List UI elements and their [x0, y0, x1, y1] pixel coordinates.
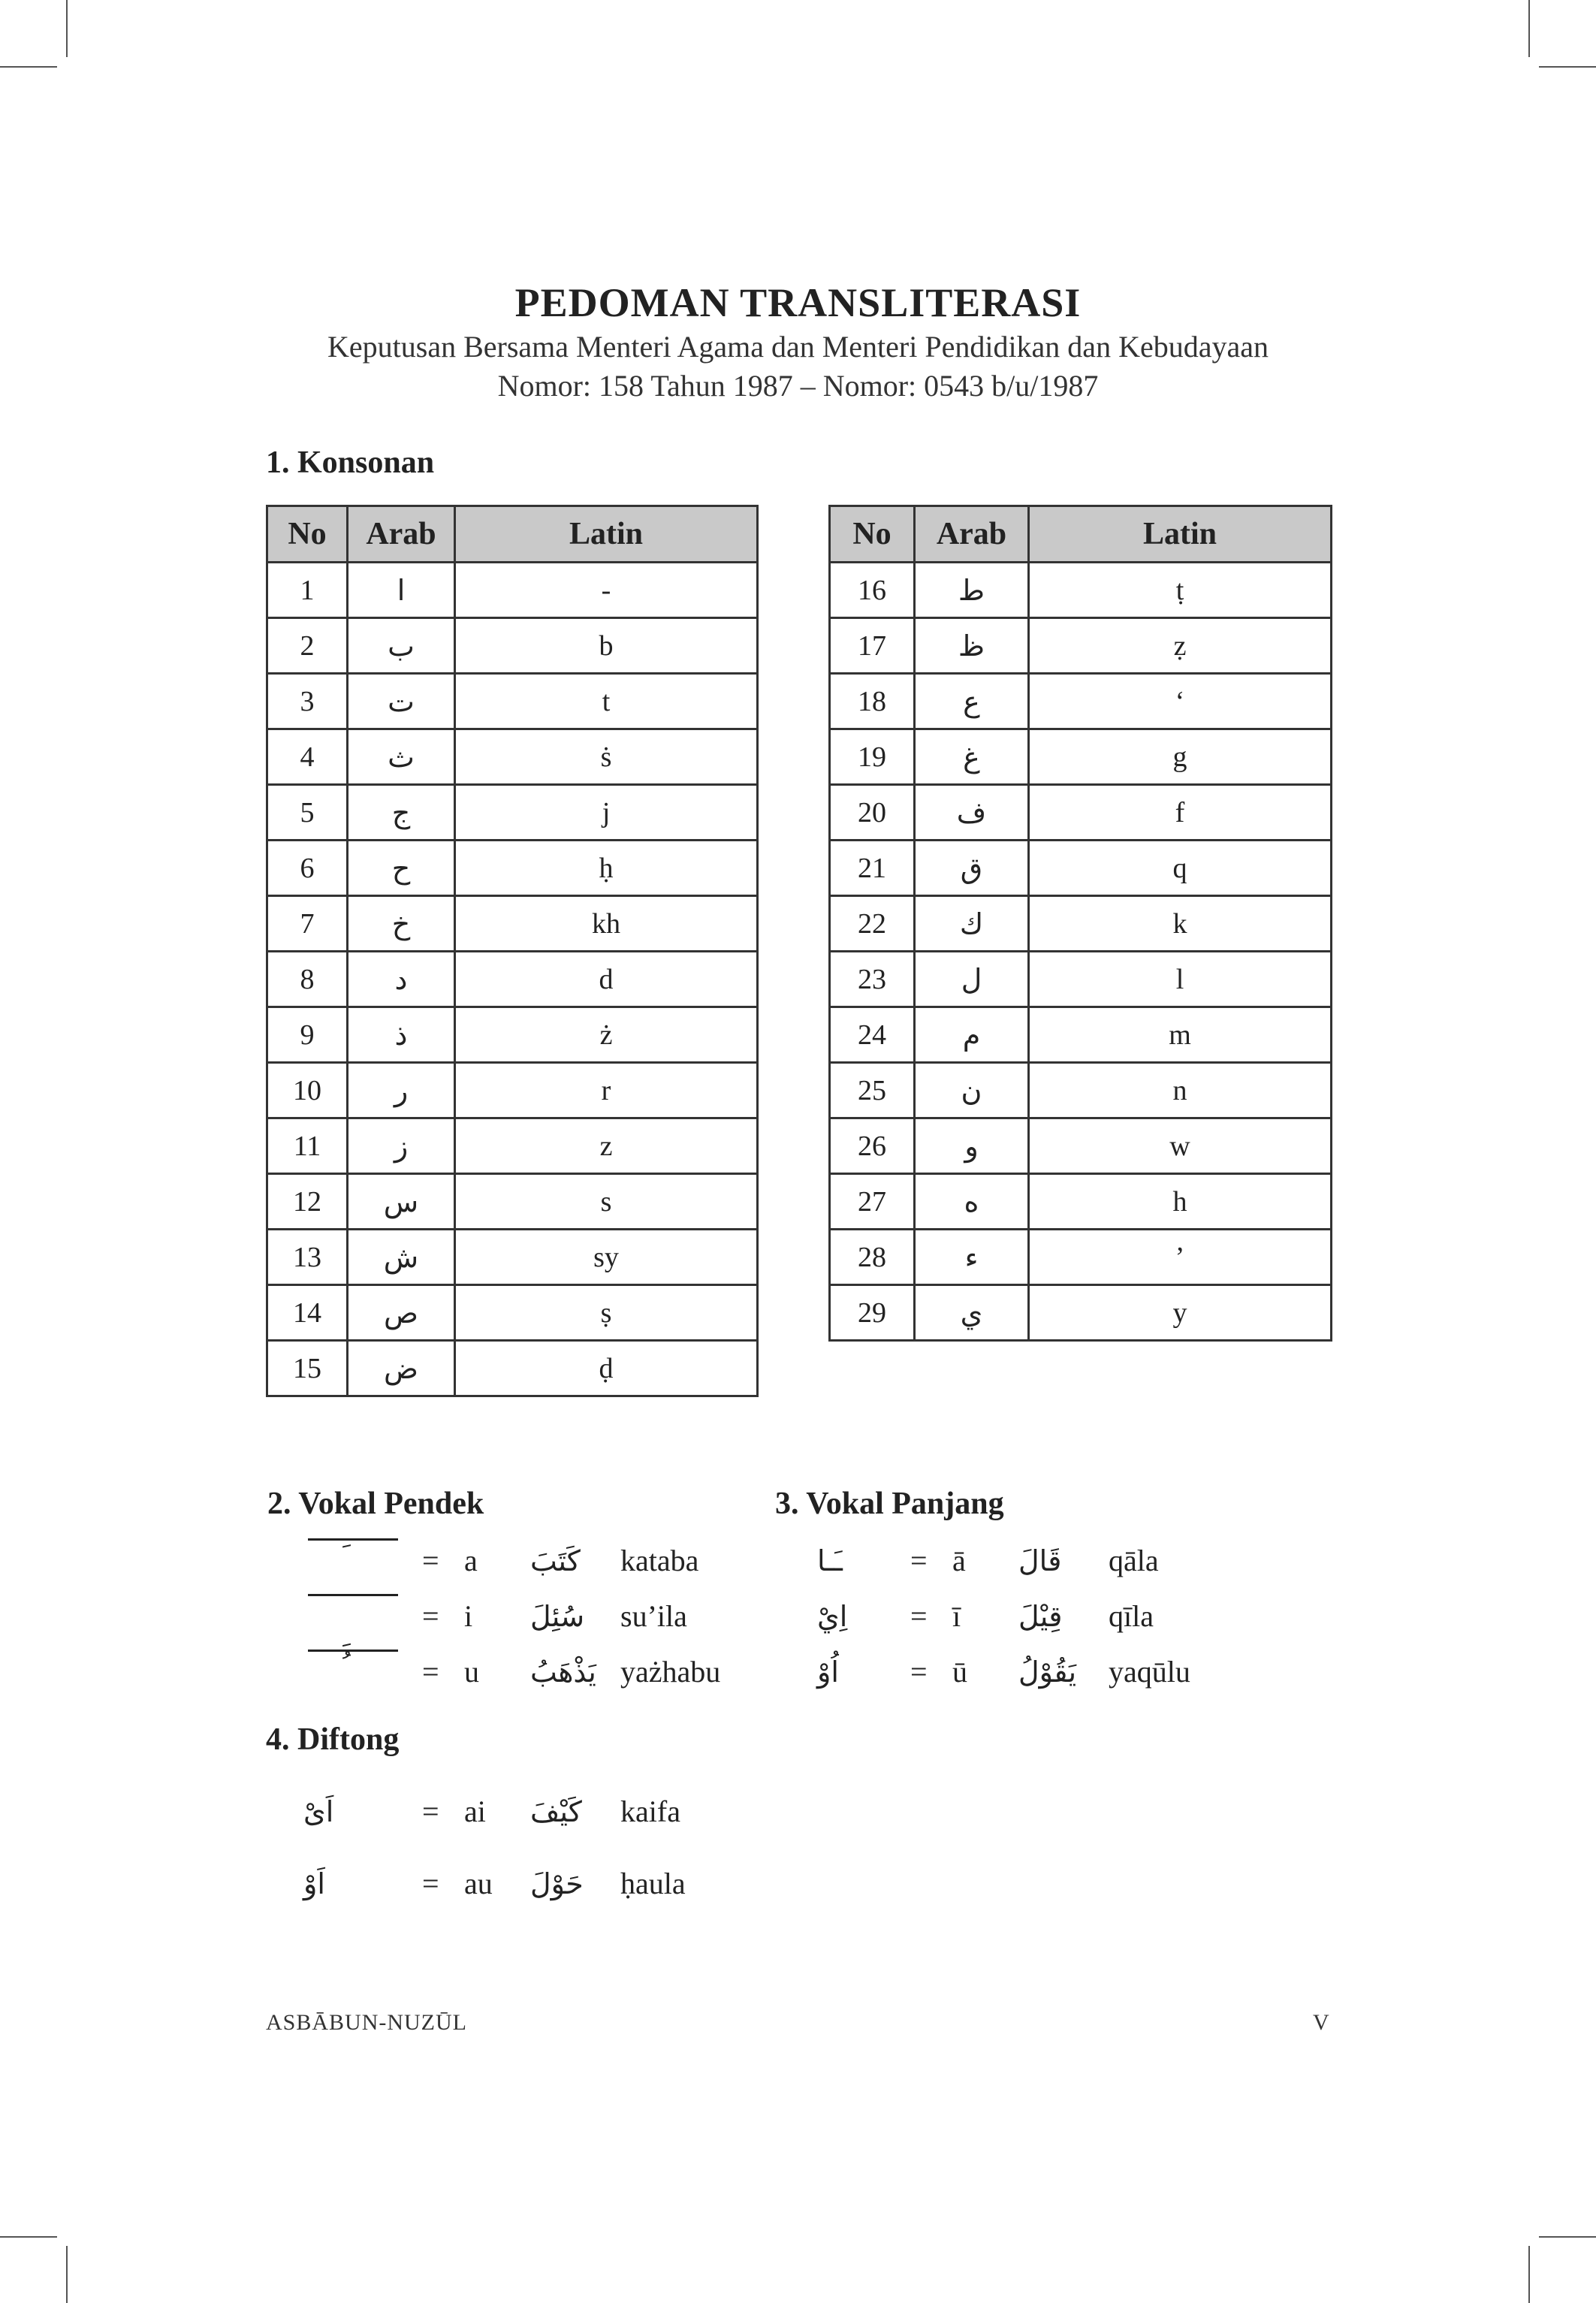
cell-arab: ك — [915, 896, 1029, 952]
arab-mark: اَىْ — [303, 1795, 334, 1828]
diphthong-latin: au — [464, 1867, 493, 1900]
equals-sign: = — [422, 1599, 439, 1633]
crop-mark — [1539, 66, 1596, 68]
cell-latin: d — [455, 952, 758, 1007]
cell-latin: t — [455, 674, 758, 729]
cell-latin: ẓ — [1029, 618, 1332, 674]
table-row — [267, 1341, 758, 1396]
example-arab: قَالَ — [1018, 1544, 1062, 1577]
konsonan-table-right — [828, 505, 1332, 1342]
cell-no: 11 — [267, 1118, 348, 1174]
example-latin: kaifa — [620, 1794, 680, 1828]
arab-mark: اِيْ — [817, 1600, 848, 1633]
table-row — [267, 1118, 758, 1174]
cell-arab: ل — [915, 952, 1029, 1007]
table-row — [830, 674, 1332, 729]
equals-sign: = — [910, 1599, 928, 1633]
cell-no: 8 — [267, 952, 348, 1007]
table-row — [830, 1230, 1332, 1285]
vowel-latin: ī — [952, 1599, 961, 1633]
table-row — [830, 563, 1332, 618]
table-row — [267, 1007, 758, 1063]
cell-arab: ع — [915, 674, 1029, 729]
cell-no: 13 — [267, 1230, 348, 1285]
cell-no: 18 — [830, 674, 915, 729]
cell-arab: ح — [348, 841, 455, 896]
table-row — [830, 896, 1332, 952]
column-header-arab: Arab — [915, 506, 1029, 563]
konsonan-heading: 1. Konsonan — [266, 445, 435, 480]
cell-arab: ز — [348, 1118, 455, 1174]
cell-no: 14 — [267, 1285, 348, 1341]
cell-latin: f — [1029, 785, 1332, 841]
crop-mark — [1539, 2236, 1596, 2238]
column-header-latin: Latin — [455, 506, 758, 563]
table-row — [830, 785, 1332, 841]
equals-sign: = — [422, 1544, 439, 1577]
table-row — [830, 1285, 1332, 1341]
table-row — [267, 952, 758, 1007]
vowel-latin: a — [464, 1544, 478, 1577]
cell-arab: ث — [348, 729, 455, 785]
example-latin: ḥaula — [620, 1867, 686, 1900]
cell-latin: ṣ — [455, 1285, 758, 1341]
crop-mark — [66, 2246, 68, 2303]
example-arab: كَيْفَ — [530, 1795, 582, 1828]
cell-arab: ق — [915, 841, 1029, 896]
cell-arab: ء — [915, 1230, 1029, 1285]
table-row — [830, 1063, 1332, 1118]
vokal-panjang-row — [0, 1594, 1352, 1639]
equals-sign: = — [910, 1655, 928, 1689]
cell-arab: ه — [915, 1174, 1029, 1230]
vowel-latin: ā — [952, 1544, 966, 1577]
cell-no: 25 — [830, 1063, 915, 1118]
cell-no: 24 — [830, 1007, 915, 1063]
cell-latin: ḍ — [455, 1341, 758, 1396]
table-row — [267, 729, 758, 785]
cell-arab: ا — [348, 563, 455, 618]
column-header-latin: Latin — [1029, 506, 1332, 563]
equals-sign: = — [422, 1867, 439, 1900]
cell-latin: n — [1029, 1063, 1332, 1118]
cell-no: 5 — [267, 785, 348, 841]
page-title: PEDOMAN TRANSLITERASI — [514, 280, 1082, 325]
cell-latin: y — [1029, 1285, 1332, 1341]
cell-arab: ش — [348, 1230, 455, 1285]
arab-mark: اُوْ — [817, 1656, 839, 1689]
crop-mark — [66, 0, 68, 57]
column-header-no: No — [267, 506, 348, 563]
vowel-latin: ū — [952, 1655, 967, 1689]
cell-arab: ط — [915, 563, 1029, 618]
table-row — [830, 841, 1332, 896]
cell-latin: h — [1029, 1174, 1332, 1230]
table-header-row — [267, 506, 758, 563]
cell-arab: س — [348, 1174, 455, 1230]
example-arab: قِيْلَ — [1018, 1600, 1063, 1633]
cell-arab: ظ — [915, 618, 1029, 674]
example-latin: qāla — [1109, 1544, 1159, 1577]
cell-no: 29 — [830, 1285, 915, 1341]
table-row — [267, 563, 758, 618]
cell-arab: ذ — [348, 1007, 455, 1063]
cell-latin: m — [1029, 1007, 1332, 1063]
cell-no: 20 — [830, 785, 915, 841]
cell-arab: ص — [348, 1285, 455, 1341]
cell-latin: kh — [455, 896, 758, 952]
cell-latin: z — [455, 1118, 758, 1174]
crop-mark — [0, 2236, 57, 2238]
cell-no: 19 — [830, 729, 915, 785]
column-header-arab: Arab — [348, 506, 455, 563]
cell-arab: ن — [915, 1063, 1029, 1118]
example-arab: يَقُوْلُ — [1018, 1656, 1077, 1689]
equals-sign: = — [910, 1544, 928, 1577]
cell-latin: r — [455, 1063, 758, 1118]
vowel-latin: u — [464, 1655, 479, 1689]
table-row — [267, 1230, 758, 1285]
cell-no: 16 — [830, 563, 915, 618]
cell-latin: k — [1029, 896, 1332, 952]
table-row — [830, 1174, 1332, 1230]
cell-latin: s — [455, 1174, 758, 1230]
cell-arab: ض — [348, 1341, 455, 1396]
cell-latin: ṭ — [1029, 563, 1332, 618]
cell-no: 12 — [267, 1174, 348, 1230]
table-row — [267, 785, 758, 841]
cell-latin: q — [1029, 841, 1332, 896]
diftong-row — [0, 1861, 751, 1906]
example-arab: حَوْلَ — [530, 1867, 584, 1900]
cell-no: 10 — [267, 1063, 348, 1118]
table-row — [267, 1063, 758, 1118]
cell-arab: ج — [348, 785, 455, 841]
cell-no: 22 — [830, 896, 915, 952]
diftong-heading: 4. Diftong — [266, 1722, 400, 1757]
cell-no: 28 — [830, 1230, 915, 1285]
table-row — [830, 952, 1332, 1007]
arab-mark: ـَـا — [817, 1544, 843, 1577]
cell-latin: w — [1029, 1118, 1332, 1174]
cell-no: 1 — [267, 563, 348, 618]
table-header-row — [830, 506, 1332, 563]
konsonan-table-left — [266, 505, 759, 1397]
cell-no: 17 — [830, 618, 915, 674]
cell-arab: ر — [348, 1063, 455, 1118]
example-latin: qīla — [1109, 1599, 1154, 1633]
cell-latin: - — [455, 563, 758, 618]
cell-latin: ṡ — [455, 729, 758, 785]
cell-no: 26 — [830, 1118, 915, 1174]
diphthong-latin: ai — [464, 1794, 486, 1828]
subtitle-line-1: Keputusan Bersama Menteri Agama dan Menteri Pendidikan dan Kebudayaan — [327, 330, 1269, 364]
cell-arab: غ — [915, 729, 1029, 785]
cell-latin: g — [1029, 729, 1332, 785]
table-row — [267, 1285, 758, 1341]
cell-latin: b — [455, 618, 758, 674]
cell-no: 21 — [830, 841, 915, 896]
page-number: V — [1313, 2010, 1330, 2035]
example-latin: su’ila — [620, 1599, 687, 1633]
table-row — [830, 1118, 1332, 1174]
cell-arab: ت — [348, 674, 455, 729]
cell-latin: ḥ — [455, 841, 758, 896]
example-latin: yażhabu — [620, 1655, 721, 1689]
cell-latin: sy — [455, 1230, 758, 1285]
cell-no: 23 — [830, 952, 915, 1007]
equals-sign: = — [422, 1655, 439, 1689]
subtitle-line-2: Nomor: 158 Tahun 1987 – Nomor: 0543 b/u/1987 — [497, 369, 1099, 403]
cell-latin: j — [455, 785, 758, 841]
cell-no: 27 — [830, 1174, 915, 1230]
cell-latin: ’ — [1029, 1230, 1332, 1285]
table-row — [830, 618, 1332, 674]
vokal-panjang-row — [0, 1650, 1352, 1695]
running-footer: ASBĀBUN-NUZŪL — [266, 2010, 467, 2035]
table-row — [267, 841, 758, 896]
diftong-row — [0, 1789, 751, 1834]
example-arab: يَذْهَبُ — [530, 1656, 596, 1689]
cell-no: 3 — [267, 674, 348, 729]
cell-arab: و — [915, 1118, 1029, 1174]
cell-arab: خ — [348, 896, 455, 952]
cell-latin: l — [1029, 952, 1332, 1007]
example-arab: كَتَبَ — [530, 1544, 581, 1577]
cell-arab: ب — [348, 618, 455, 674]
cell-arab: ف — [915, 785, 1029, 841]
equals-sign: = — [422, 1794, 439, 1828]
table-row — [267, 674, 758, 729]
cell-no: 15 — [267, 1341, 348, 1396]
table-row — [267, 1174, 758, 1230]
example-latin: yaqūlu — [1109, 1655, 1190, 1689]
column-header-no: No — [830, 506, 915, 563]
cell-no: 9 — [267, 1007, 348, 1063]
vokal-pendek-heading: 2. Vokal Pendek — [267, 1487, 484, 1521]
cell-arab: د — [348, 952, 455, 1007]
table-row — [830, 1007, 1332, 1063]
crop-mark — [1528, 0, 1530, 57]
vowel-latin: i — [464, 1599, 473, 1633]
vokal-panjang-heading: 3. Vokal Panjang — [775, 1487, 1004, 1521]
cell-arab: ي — [915, 1285, 1029, 1341]
cell-no: 6 — [267, 841, 348, 896]
cell-no: 2 — [267, 618, 348, 674]
arab-mark: اَوْ — [303, 1867, 325, 1900]
cell-arab: م — [915, 1007, 1029, 1063]
table-row — [267, 618, 758, 674]
cell-no: 4 — [267, 729, 348, 785]
crop-mark — [1528, 2246, 1530, 2303]
cell-latin: ‘ — [1029, 674, 1332, 729]
crop-mark — [0, 66, 57, 68]
cell-no: 7 — [267, 896, 348, 952]
cell-latin: ż — [455, 1007, 758, 1063]
example-latin: kataba — [620, 1544, 699, 1577]
table-row — [267, 896, 758, 952]
table-row — [830, 729, 1332, 785]
example-arab: سُئِلَ — [530, 1600, 585, 1633]
vokal-panjang-row — [0, 1538, 1352, 1583]
